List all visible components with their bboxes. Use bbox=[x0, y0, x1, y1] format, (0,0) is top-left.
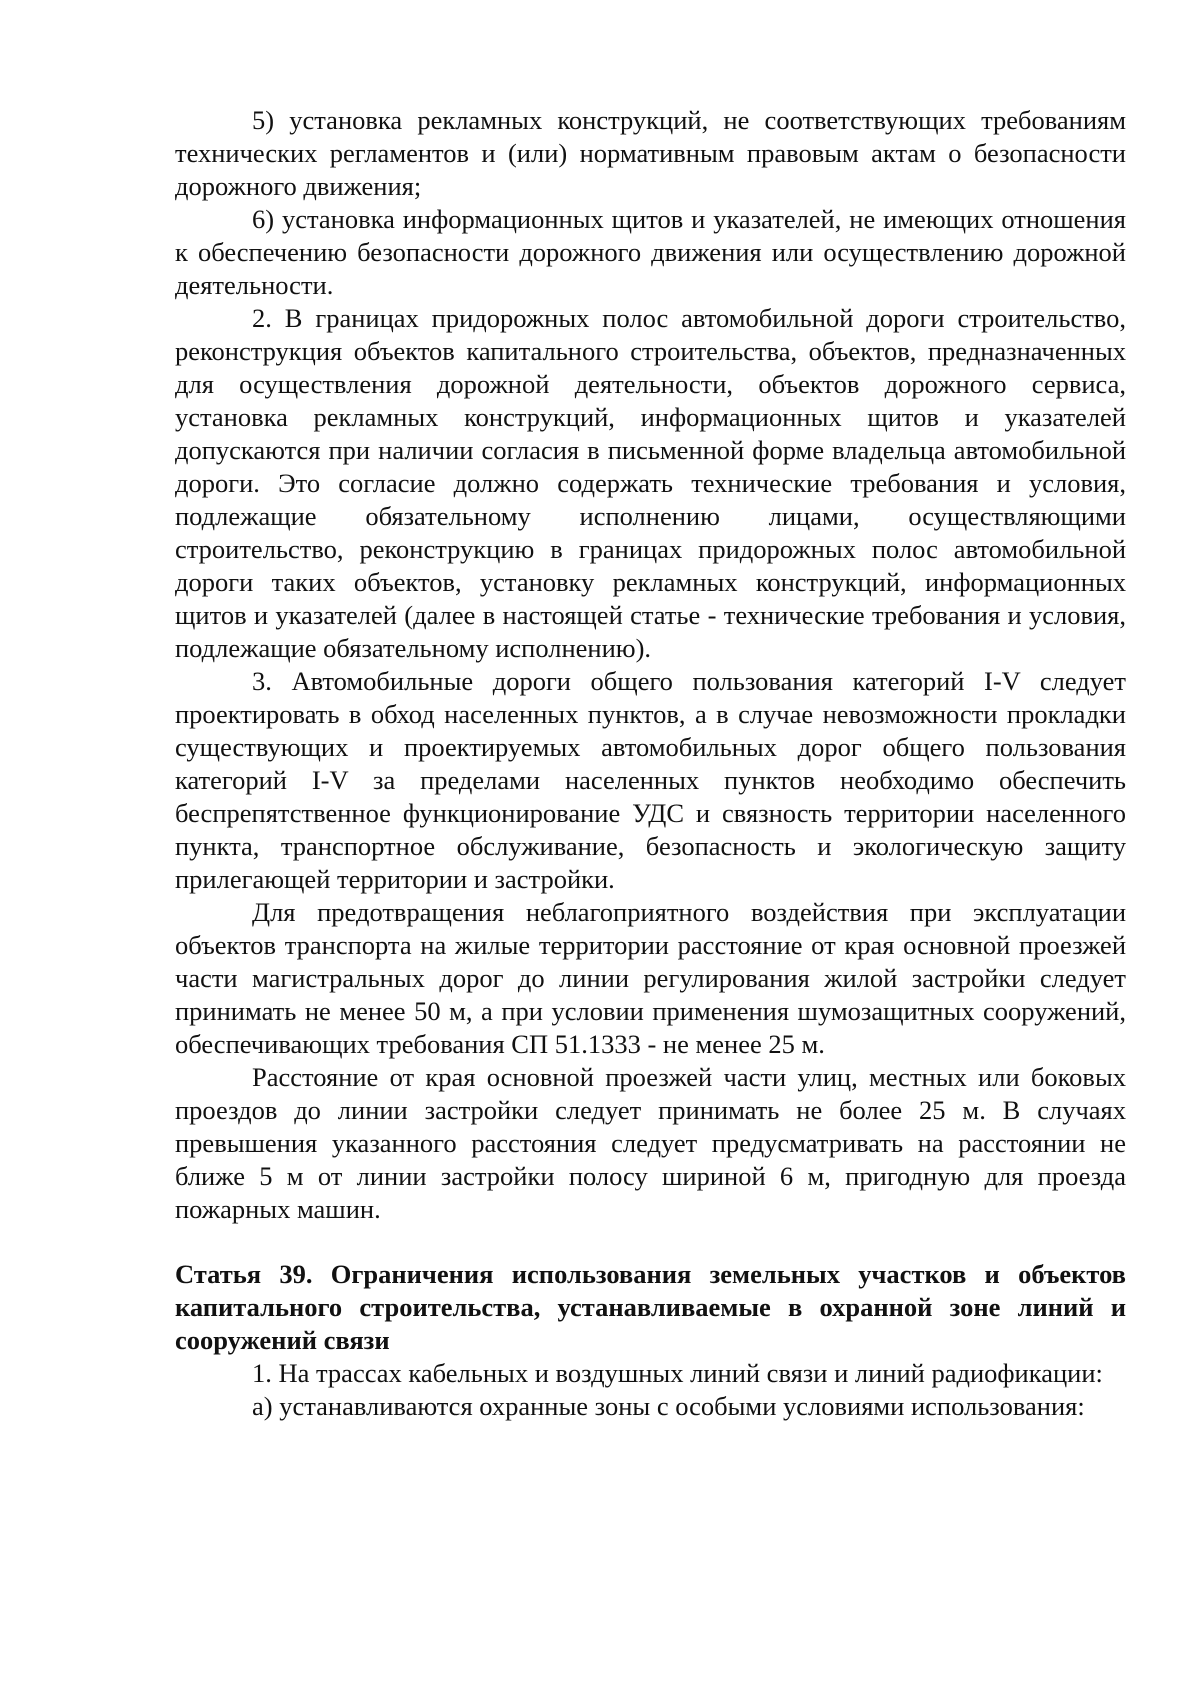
paragraph-clause-2: 2. В границах придорожных полос автомобильной дороги строительство, реконструкция объектов капитального строительства, объектов, предназначенных для осуществления дорожной деятельности, объектов дорожного сервиса, установка рекламных конструкций, информационных щитов и указателей допускаются при наличии согласия в письменной форме владельца автомобильной дороги. Это согласие должно содержать технические требования и условия, подлежащие обязательному исполнению лицами, осуществляющими строительство, реконструкцию в границах придорожных полос автомобильной дороги таких объектов, установку рекламных конструкций, информационных щитов и указателей (далее в настоящей статье - технические требования и условия, подлежащие обязательному исполнению). bbox=[175, 303, 1126, 663]
document-page bbox=[175, 104, 1126, 1423]
paragraph-item-6: 6) установка информационных щитов и указателей, не имеющих отношения к обеспечению безопасности дорожного движения или осуществлению дорожной деятельности. bbox=[175, 204, 1126, 300]
paragraph-distance-residential: Для предотвращения неблагоприятного воздействия при эксплуатации объектов транспорта на жилые территории расстояние от края основной проезжей части магистральных дорог до линии регулирования жилой застройки следует принимать не менее 50 м, а при условии применения шумозащитных сооружений, обеспечивающих требования СП 51.1333 - не менее 25 м. bbox=[175, 897, 1126, 1059]
paragraph-clause-3: 3. Автомобильные дороги общего пользования категорий I-V следует проектировать в обход населенных пунктов, а в случае невозможности прокладки существующих и проектируемых автомобильных дорог общего пользования категорий I-V за пределами населенных пунктов необходимо обеспечить беспрепятственное функционирование УДС и связность территории населенного пункта, транспортное обслуживание, безопасность и экологическую защиту прилегающей территории и застройки. bbox=[175, 666, 1126, 894]
paragraph-distance-building-line: Расстояние от края основной проезжей части улиц, местных или боковых проездов до линии застройки следует принимать не более 25 м. В случаях превышения указанного расстояния следует предусматривать на расстоянии не ближе 5 м от линии застройки полосу шириной 6 м, пригодную для проезда пожарных машин. bbox=[175, 1062, 1126, 1224]
article-paragraph-item-a: а) устанавливаются охранные зоны с особыми условиями использования: bbox=[252, 1391, 1085, 1421]
article-heading: Статья 39. Ограничения использования земельных участков и объектов капитального строительства, устанавливаемые в охранной зоне линий и сооружений связи bbox=[175, 1259, 1126, 1355]
paragraph-item-5: 5) установка рекламных конструкций, не соответствующих требованиям технических регламентов и (или) нормативным правовым актам о безопасности дорожного движения; bbox=[175, 105, 1126, 201]
article-paragraph-clause-1: 1. На трассах кабельных и воздушных линий связи и линий радиофикации: bbox=[252, 1358, 1103, 1388]
